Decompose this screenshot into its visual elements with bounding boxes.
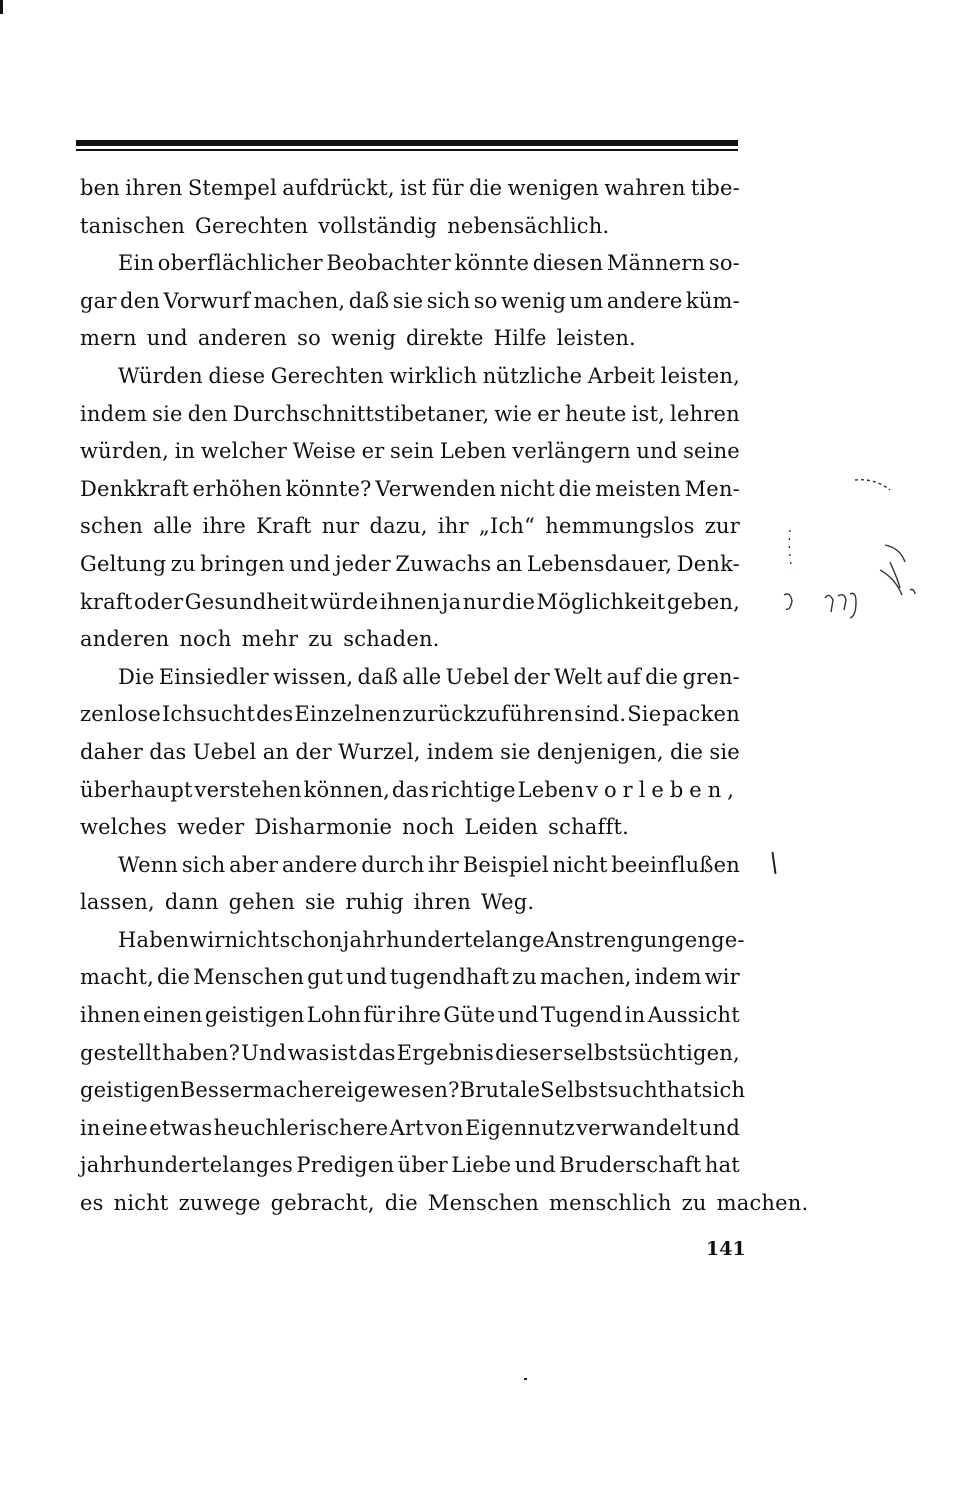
word: hat	[704, 1153, 740, 1178]
word: ihnen	[80, 1003, 141, 1028]
word: wenig	[501, 288, 567, 313]
word: und	[636, 439, 678, 464]
word: richtige	[431, 777, 516, 802]
word: nicht	[224, 927, 280, 952]
word: welcher	[200, 439, 288, 464]
text-line	[80, 847, 740, 885]
word: jahrhundertelanges	[80, 1153, 293, 1178]
word: Beispiel	[462, 852, 549, 877]
word: geistigen	[80, 1078, 180, 1103]
word: Lebensdauer,	[526, 551, 673, 576]
word: es	[80, 1191, 104, 1216]
word: Disharmonie	[254, 815, 393, 840]
word: Brutale	[459, 1078, 541, 1103]
word: Zuwachs	[395, 551, 492, 576]
word: Verwenden	[375, 476, 497, 501]
word: nebensächlich.	[447, 213, 610, 238]
word: vollständig	[318, 213, 438, 238]
word: selbstsüchtigen,	[563, 1040, 740, 1065]
text-line	[80, 772, 740, 810]
word: Weise	[292, 439, 356, 464]
word: mern	[80, 326, 137, 351]
word: Gesundheit	[184, 589, 309, 614]
word: das	[149, 739, 187, 764]
word: noch	[402, 815, 455, 840]
word: so-	[708, 251, 740, 276]
text-line	[80, 959, 740, 997]
word: sie	[305, 890, 336, 915]
word: Leben	[439, 439, 507, 464]
word: machen.	[716, 1191, 809, 1216]
word: in	[80, 1115, 101, 1140]
word: ihr	[428, 852, 460, 877]
text-line	[80, 170, 740, 208]
word: zu	[681, 1191, 707, 1216]
word: lassen,	[80, 890, 155, 915]
word: auf	[606, 664, 641, 689]
word: Menschen	[193, 965, 305, 990]
word: Menschen	[427, 1191, 539, 1216]
word: Selbstsucht	[540, 1078, 667, 1103]
word: das	[391, 777, 430, 802]
word: Welt	[554, 664, 603, 689]
word: denjenigen,	[536, 739, 664, 764]
word: sie	[152, 401, 183, 426]
word: ihren	[413, 890, 472, 915]
word: ihre	[202, 514, 246, 539]
word: Bessermacherei	[179, 1078, 354, 1103]
text-line	[80, 245, 740, 283]
word: Wurzel,	[338, 739, 421, 764]
word: wirklich	[389, 363, 478, 388]
word: Sie	[627, 702, 662, 727]
word: und	[497, 1003, 539, 1028]
word: tibe-	[690, 176, 740, 200]
word: Liebe	[451, 1153, 512, 1178]
text-line	[80, 283, 740, 321]
word: könnte?	[285, 476, 372, 501]
word: gehen	[228, 890, 296, 915]
word: Leben	[517, 777, 585, 802]
word: meisten	[595, 476, 681, 501]
word: ja	[441, 589, 462, 614]
word: Predigen	[296, 1153, 395, 1178]
word: Ichsucht	[161, 702, 256, 727]
word: tugendhaft	[390, 965, 510, 990]
text-line	[80, 208, 740, 246]
word: wenig	[330, 326, 397, 351]
word: andere	[606, 288, 683, 313]
word: nicht	[552, 852, 608, 877]
word: zur	[704, 514, 740, 539]
word: einen	[142, 1003, 203, 1028]
word: ben	[80, 176, 120, 200]
word: nützliche	[482, 363, 583, 388]
word: sie	[709, 739, 740, 764]
word: oder	[133, 589, 184, 614]
word: jeder	[334, 551, 391, 576]
word: durch	[361, 852, 425, 877]
word: könnte	[454, 251, 530, 276]
word: daß	[348, 288, 390, 313]
word: an	[262, 739, 290, 764]
word: gestellt	[80, 1040, 161, 1065]
word: er	[537, 401, 561, 426]
word: gar	[80, 288, 117, 313]
word: leisten,	[660, 363, 740, 388]
word: anderen	[80, 627, 170, 652]
word: Kraft	[256, 514, 312, 539]
scan-corner-mark	[0, 0, 3, 14]
word: verlängern	[512, 439, 631, 464]
word: Durchschnittstibetaner,	[232, 401, 490, 426]
word: heute	[565, 401, 627, 426]
word: Die	[118, 664, 155, 689]
word: alle	[402, 664, 442, 689]
word: zu	[308, 627, 334, 652]
word: Möglichkeit	[536, 589, 666, 614]
word: ge-	[711, 927, 745, 952]
word: die	[469, 176, 503, 200]
word: sie	[392, 288, 424, 313]
text-line	[80, 358, 740, 396]
word: zu	[170, 551, 196, 576]
word: tanischen	[80, 213, 186, 238]
text-line	[80, 809, 740, 847]
word: vorleben,	[586, 777, 740, 802]
word: dieser	[495, 1040, 563, 1065]
word: Beobachter	[326, 251, 452, 276]
word: ihre	[397, 1003, 442, 1028]
word: Denkkraft	[80, 476, 189, 501]
word: und	[146, 326, 188, 351]
word: dazu,	[369, 514, 428, 539]
word: über	[397, 1153, 448, 1178]
text-line	[80, 884, 740, 922]
word: wir	[704, 965, 740, 990]
word: nur	[321, 514, 360, 539]
word: ist,	[631, 401, 665, 426]
word: Würden	[118, 363, 203, 388]
margin-pencil-scribble	[780, 470, 930, 620]
word: diesen	[532, 251, 604, 276]
word: packen	[662, 702, 740, 727]
word: machen,	[253, 288, 346, 313]
word: Wenn	[118, 852, 179, 877]
word: an	[495, 551, 523, 576]
word: den	[187, 401, 228, 426]
word: Ergebnis	[396, 1040, 495, 1065]
word: ihren	[125, 176, 183, 200]
word: und	[514, 1153, 556, 1178]
word: ist	[400, 176, 427, 200]
word: schafft.	[548, 815, 629, 840]
word: ihnen	[379, 589, 441, 614]
word: geistigen	[204, 1003, 305, 1028]
word: der	[513, 664, 550, 689]
word: geben,	[666, 589, 740, 614]
word: können,	[303, 777, 391, 802]
word: Und	[241, 1040, 287, 1065]
word: sich	[181, 852, 226, 877]
word: die	[501, 589, 536, 614]
word: die	[645, 664, 679, 689]
word: wenigen	[507, 176, 600, 200]
word: Uebel	[192, 739, 257, 764]
word: des	[256, 702, 294, 727]
text-line	[80, 659, 740, 697]
word: nur	[462, 589, 501, 614]
word: Denk-	[676, 551, 740, 576]
word: die	[558, 476, 592, 501]
word: hat	[666, 1078, 702, 1103]
word: erhöhen	[192, 476, 282, 501]
word: diese	[208, 363, 266, 388]
word: mehr	[241, 627, 299, 652]
text-line	[80, 584, 740, 622]
text-line	[80, 1072, 746, 1110]
word: Haben	[118, 927, 190, 952]
word: Einsiedler	[158, 664, 269, 689]
word: so	[297, 326, 321, 351]
word: zu	[512, 965, 538, 990]
word: zuwege	[178, 1191, 261, 1216]
word: andere	[281, 852, 358, 877]
word: Anstrengungen	[544, 927, 712, 952]
word: dann	[164, 890, 219, 915]
word: verwandelt	[576, 1115, 698, 1140]
word: nicht	[499, 476, 555, 501]
word: Lohn	[306, 1003, 362, 1028]
word: die	[384, 1191, 418, 1216]
word: Männern	[606, 251, 706, 276]
word: indem	[80, 401, 148, 426]
word: Einzelnen	[294, 702, 402, 727]
word: und	[346, 965, 388, 990]
word: wir	[189, 927, 225, 952]
word: würden,	[80, 439, 170, 464]
text-line	[80, 1035, 740, 1073]
word: schen	[80, 514, 144, 539]
word: noch	[179, 627, 232, 652]
word: was	[287, 1040, 330, 1065]
word: Ein	[118, 251, 155, 276]
word: in	[624, 1003, 646, 1028]
word: leisten.	[556, 326, 636, 351]
text-line	[80, 922, 745, 960]
word: zenlose	[80, 702, 161, 727]
word: so	[473, 288, 498, 313]
word: direkte	[406, 326, 484, 351]
text-line	[80, 396, 740, 434]
word: den	[120, 288, 161, 313]
word: oberflächlicher	[157, 251, 323, 276]
word: von	[425, 1115, 464, 1140]
word: Gerechten	[195, 213, 309, 238]
word: Uebel	[445, 664, 510, 689]
scan-speck	[524, 1378, 527, 1380]
word: sie	[500, 739, 531, 764]
word: indem	[426, 739, 494, 764]
word: schon	[279, 927, 343, 952]
word: sind.	[574, 702, 627, 727]
text-line	[80, 734, 740, 772]
word: wie	[494, 401, 533, 426]
word: ist	[330, 1040, 358, 1065]
word: Weg.	[481, 890, 535, 915]
word: für	[363, 1003, 396, 1028]
word: Hilfe	[493, 326, 547, 351]
word: die	[669, 739, 704, 764]
word: daß	[357, 664, 399, 689]
word: Bruderschaft	[559, 1153, 702, 1178]
text-line	[80, 508, 740, 546]
word: gewesen?	[353, 1078, 460, 1103]
word: ruhig	[345, 890, 404, 915]
word: Vorwurf	[163, 288, 251, 313]
word: hemmungslos	[545, 514, 695, 539]
word: bringen	[200, 551, 285, 576]
header-rule-thin	[76, 149, 738, 151]
word: schaden.	[343, 627, 440, 652]
header-rule-thick	[76, 140, 738, 146]
word: macht,	[80, 965, 155, 990]
word: sein	[390, 439, 435, 464]
word: wissen,	[273, 664, 354, 689]
text-line	[80, 1147, 740, 1185]
word: verstehen	[194, 777, 302, 802]
word: würde	[309, 589, 379, 614]
margin-pencil-tick	[771, 852, 776, 874]
word: gren-	[682, 664, 740, 689]
word: sich	[426, 288, 471, 313]
word: zurückzuführen	[402, 702, 574, 727]
word: gebracht,	[270, 1191, 375, 1216]
word: Gerechten	[270, 363, 384, 388]
text-line	[80, 997, 740, 1035]
word: in	[174, 439, 196, 464]
text-line	[80, 471, 740, 509]
page-number: 141	[706, 1238, 746, 1260]
word: Güte	[443, 1003, 496, 1028]
word: kraft	[80, 589, 133, 614]
word: heuchlerischere	[213, 1115, 389, 1140]
word: jahrhundertelange	[342, 927, 545, 952]
text-line	[80, 621, 740, 659]
word: nicht	[113, 1191, 169, 1216]
word: alle	[153, 514, 193, 539]
word: Geltung	[80, 551, 167, 576]
word: und	[289, 551, 331, 576]
word: lehren	[670, 401, 740, 426]
word: Aussicht	[647, 1003, 740, 1028]
word: machen,	[539, 965, 632, 990]
word: haben?	[162, 1040, 241, 1065]
word: er	[361, 439, 385, 464]
word: menschlich	[548, 1191, 672, 1216]
word: seine	[683, 439, 740, 464]
word: eine	[101, 1115, 148, 1140]
text-line	[80, 1110, 740, 1148]
word: ihr	[437, 514, 469, 539]
text-line	[80, 433, 740, 471]
word: Leiden	[464, 815, 539, 840]
word: weder	[177, 815, 245, 840]
word: für	[431, 176, 464, 200]
word: küm-	[685, 288, 740, 313]
text-line	[80, 546, 740, 584]
word: indem	[634, 965, 702, 990]
text-line	[80, 1185, 809, 1223]
word: um	[569, 288, 604, 313]
page-body	[80, 170, 809, 1223]
word: der	[295, 739, 332, 764]
word: daher	[80, 739, 143, 764]
word: wahren	[604, 176, 686, 200]
word: sich	[701, 1078, 746, 1103]
word: das	[358, 1040, 396, 1065]
word: „Ich“	[478, 514, 536, 539]
word: anderen	[197, 326, 288, 351]
word: welches	[80, 815, 168, 840]
word: beeinflußen	[611, 852, 740, 877]
word: gut	[307, 965, 344, 990]
word: Arbeit	[587, 363, 656, 388]
word: und	[698, 1115, 740, 1140]
word: Eigennutz	[465, 1115, 575, 1140]
word: überhaupt	[80, 777, 193, 802]
word: Men-	[684, 476, 740, 501]
text-line	[80, 320, 740, 358]
word: aufdrückt,	[282, 176, 395, 200]
word: etwas	[149, 1115, 213, 1140]
word: Tugend	[540, 1003, 623, 1028]
word: aber	[229, 852, 279, 877]
text-line	[80, 696, 740, 734]
word: Stempel	[187, 176, 277, 200]
word: die	[156, 965, 191, 990]
word: Art	[389, 1115, 424, 1140]
